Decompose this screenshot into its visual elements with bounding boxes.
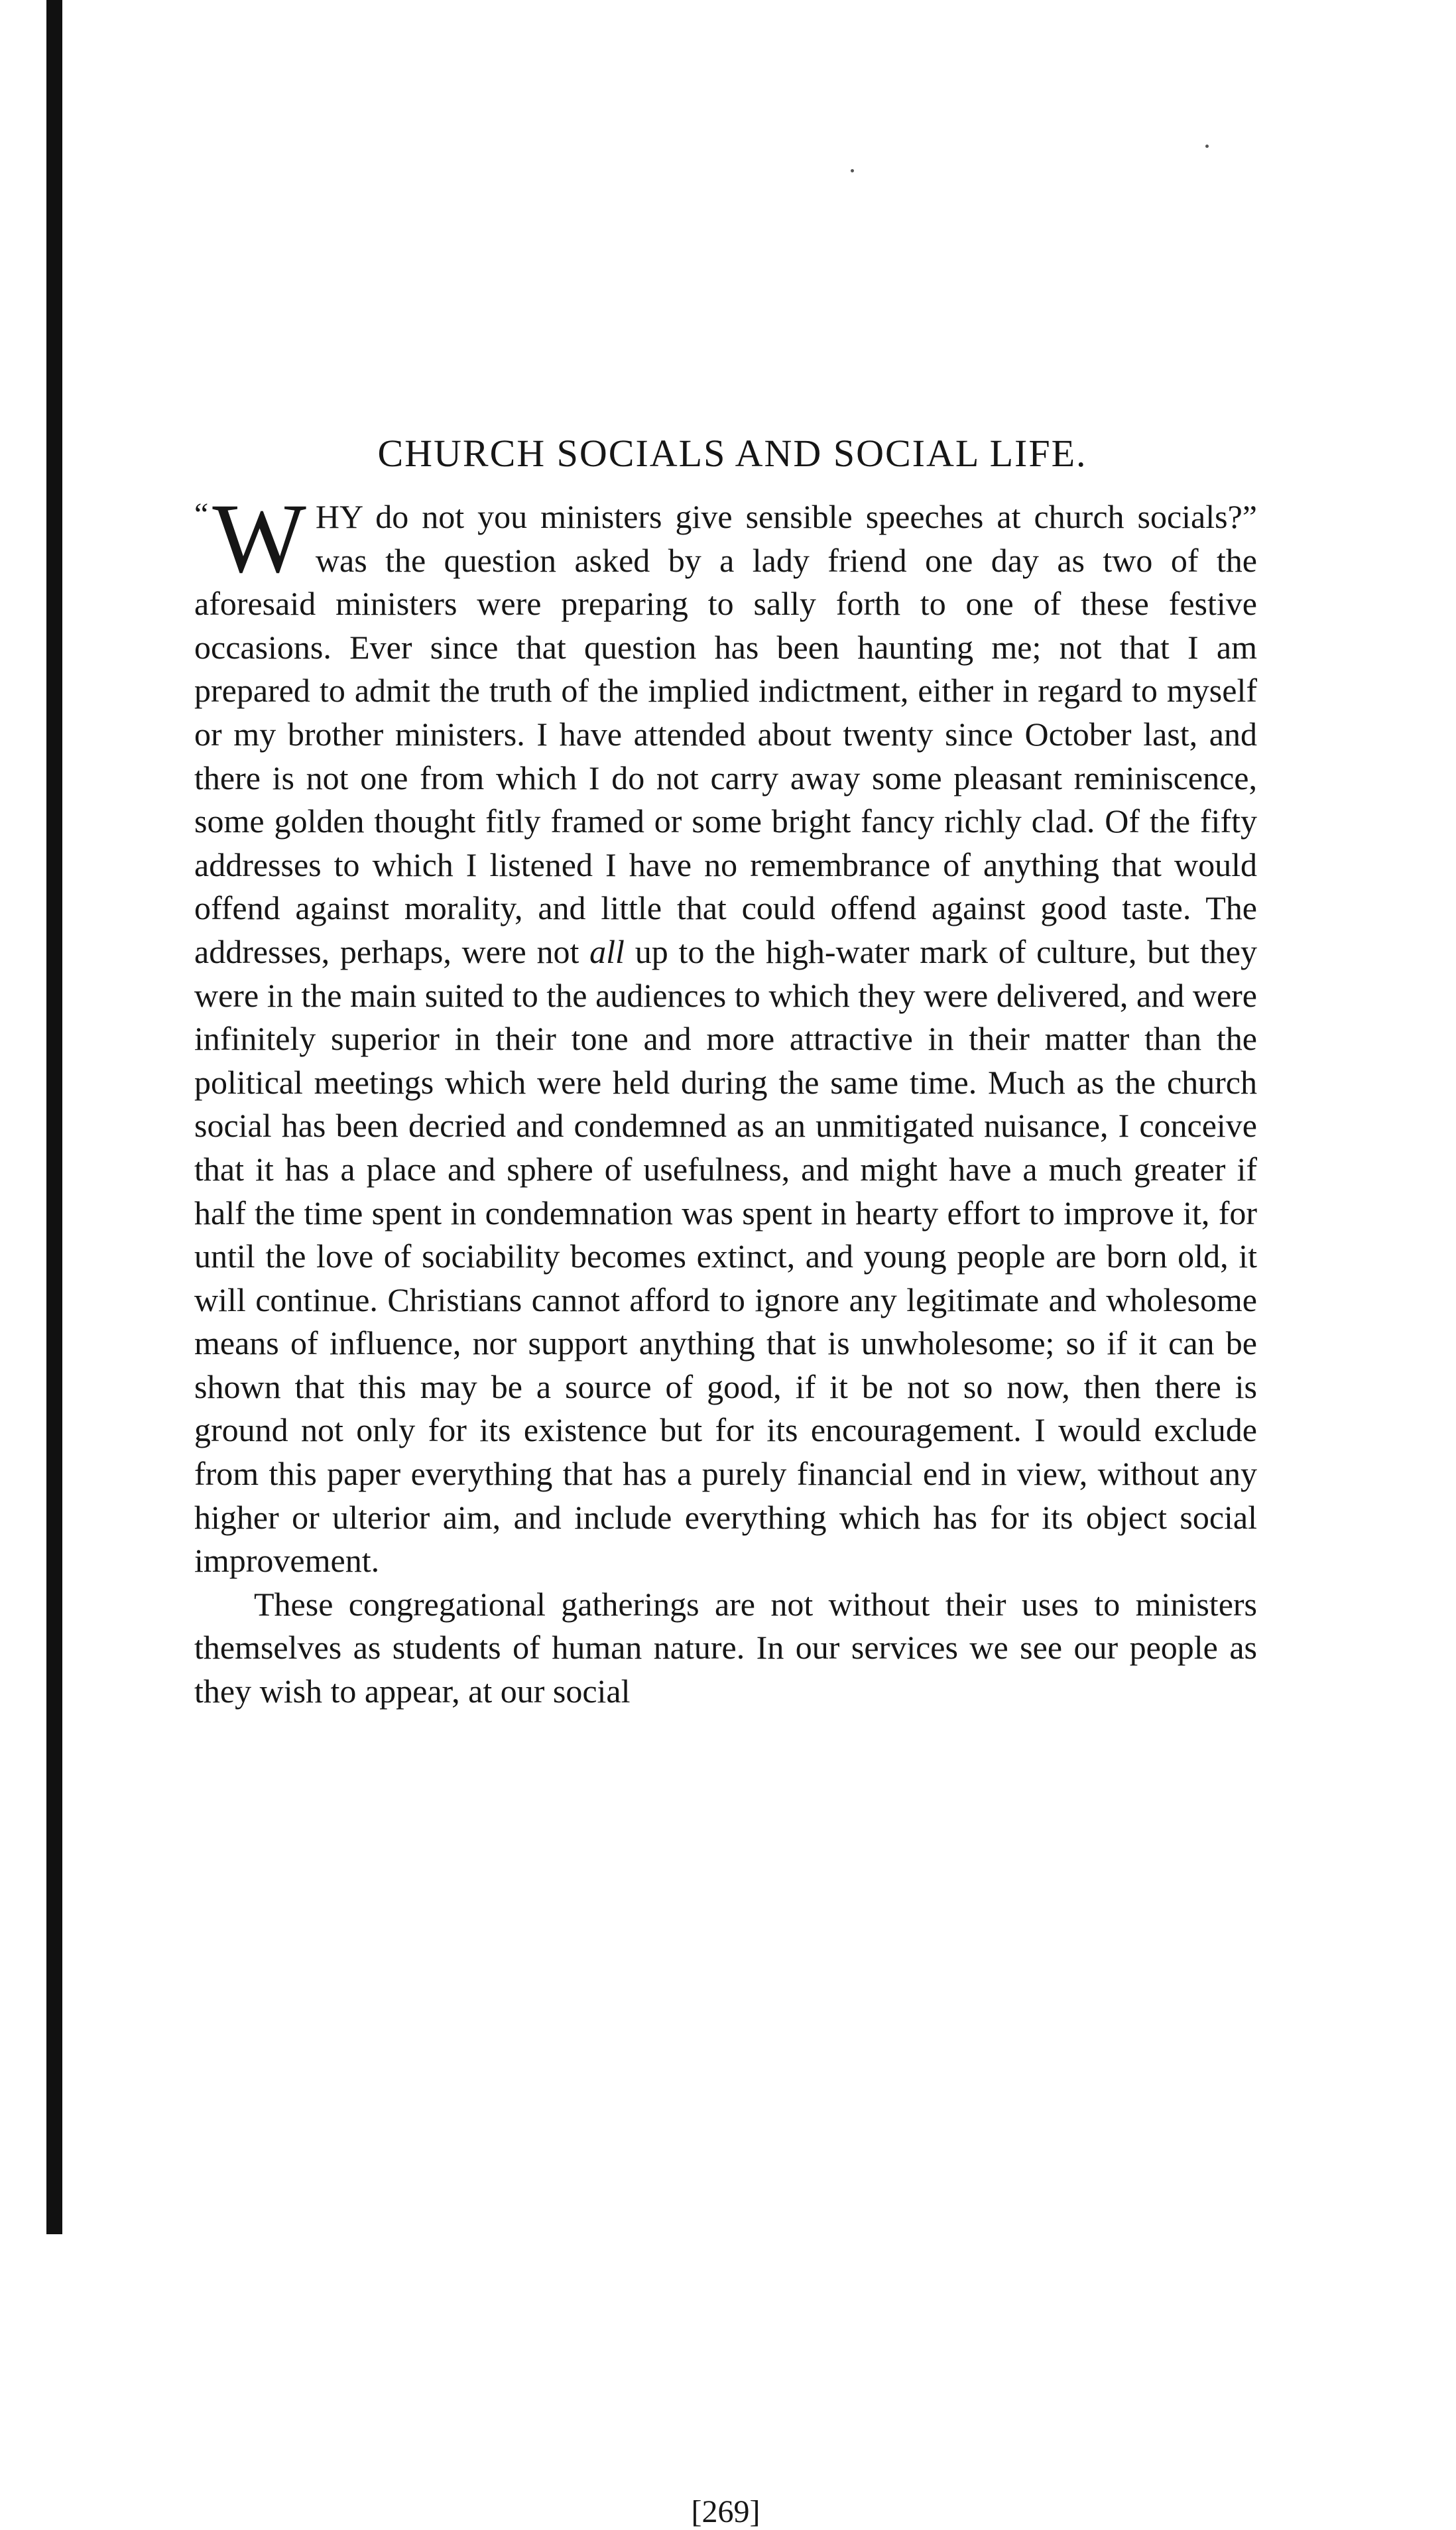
paragraph-text-continued: up to the high-water mark of culture, but they were in the main suited to the audiences to which they were delivered, and were infinitely superior in their tone and more attractive in their matter than the political meetings which were held during the same time. Much as the church social has been decried and condemned as an unmitigated nuisance, I conceive that it has a place and sphere of usefulness, and might have a much greater if half the time spent in condemnation was spent in hearty effort to improve it, for until the love of sociability becomes extinct, and young people are born old, it will continue. Christians cannot afford to ignore any legitimate and wholesome means of influence, nor support anything that is unwholesome; so if it can be shown that this may be a source of good, if it be not so now, then there is ground not only for its existence but for its encouragement. I would exclude from this paper everything that has a purely financial end in view, without any higher or ulterior aim, and include everything which has for its object social improvement. (194, 932, 1257, 1580)
book-page (194, 431, 1257, 2529)
page-number (194, 2494, 1257, 2530)
binding-edge-shadow (46, 0, 62, 2234)
emphasized-word: all (589, 932, 625, 970)
paper-speck (851, 169, 854, 172)
second-paragraph: These congregational gatherings are not without their uses to ministers themselves as students of human nature. In our services we see our people as they wish to appear, at our social (194, 1585, 1257, 1710)
paper-speck (1205, 145, 1209, 148)
body-text (194, 483, 1257, 1714)
page-number-text: [269] (691, 2494, 760, 2529)
chapter-title: CHURCH SOCIALS AND SOCIAL LIFE. (377, 432, 1087, 475)
drop-cap-letter: W (212, 483, 306, 594)
opening-quote-mark: “ (194, 497, 209, 532)
opening-paragraph (194, 483, 1257, 1583)
paragraph-text: HY do not you ministers give sensible speeches at church socials?” was the question asked by a lady friend one day as two of the aforesaid ministers were preparing to sally forth to one of these festive occasions. Ever since that question has been haunting me; not that I am prepared to admit the truth of the implied indictment, either in regard to myself or my brother ministers. I have attended about twenty since October last, and there is not one from which I do not carry away some pleasant reminiscence, some golden thought fitly framed or some bright fancy richly clad. Of the fifty addresses to which I listened I have no remembrance of anything that would offend against morality, and little that could offend against good taste. The addresses, perhaps, were not (194, 498, 1257, 970)
